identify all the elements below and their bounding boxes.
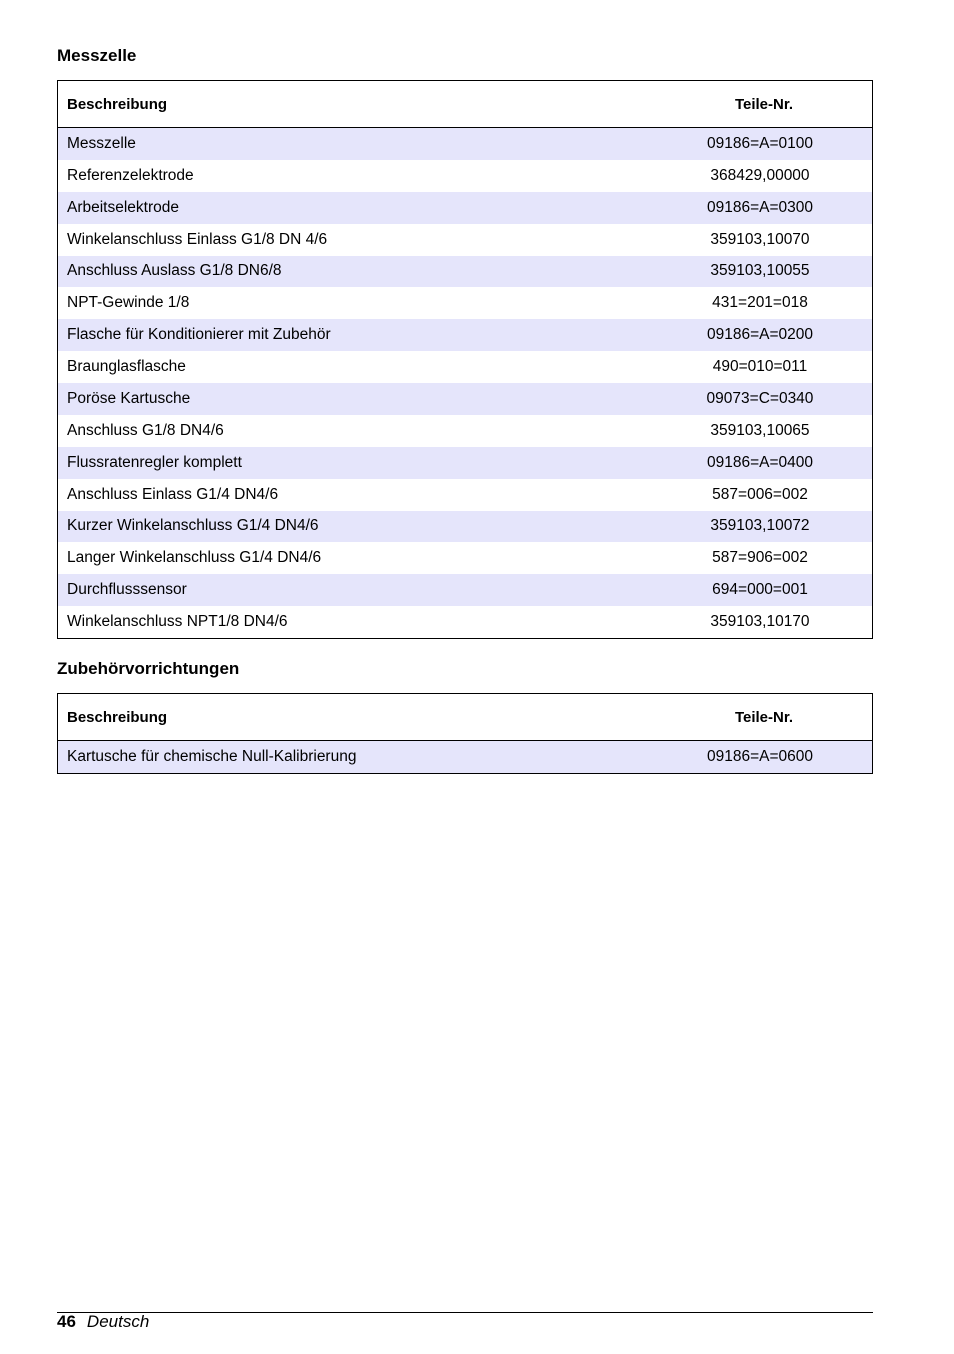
parts-table-messzelle [57, 80, 873, 639]
table-row [58, 447, 872, 479]
cell-part-number: 359103,10072 [710, 517, 810, 535]
column-header-part-no: Teile-Nr. [734, 95, 794, 113]
cell-description: Anschluss Einlass G1/4 DN4/6 [67, 485, 279, 503]
cell-part-number: 490=010=011 [712, 358, 808, 376]
column-header-description: Beschreibung [67, 708, 168, 726]
cell-part-number: 359103,10055 [710, 262, 810, 280]
cell-part-number: 587=006=002 [712, 485, 808, 503]
cell-description: Flussratenregler komplett [67, 453, 242, 471]
cell-part-number: 09186=A=0600 [706, 747, 814, 765]
table-header [58, 81, 872, 128]
cell-part-number: 09073=C=0340 [706, 389, 814, 407]
table-row [58, 128, 872, 160]
table-row [58, 224, 872, 256]
cell-part-number: 587=906=002 [712, 549, 808, 567]
table-body [58, 128, 872, 638]
table-row [58, 542, 872, 574]
table-row [58, 160, 872, 192]
cell-description: Poröse Kartusche [67, 389, 191, 407]
cell-part-number: 694=000=001 [712, 581, 808, 599]
cell-description: Winkelanschluss NPT1/8 DN4/6 [67, 613, 288, 631]
cell-description: Messzelle [67, 134, 136, 152]
table-header [58, 694, 872, 741]
table-row [58, 741, 872, 773]
table-row [58, 415, 872, 447]
cell-part-number: 09186=A=0400 [706, 453, 814, 471]
cell-part-number: 359103,10065 [710, 421, 810, 439]
parts-table-zubehoer [57, 693, 873, 774]
cell-part-number: 368429,00000 [710, 166, 810, 184]
cell-part-number: 359103,10070 [710, 230, 810, 248]
table-row [58, 351, 872, 383]
cell-part-number: 09186=A=0200 [706, 326, 814, 344]
table-row [58, 606, 872, 638]
cell-description: Referenzelektrode [67, 166, 194, 184]
section-title-zubehoervorrichtungen: Zubehörvorrichtungen [57, 659, 240, 678]
cell-description: Braunglasflasche [67, 358, 186, 376]
cell-part-number: 359103,10170 [710, 613, 810, 631]
table-row [58, 574, 872, 606]
column-header-part-no: Teile-Nr. [734, 708, 794, 726]
footer-language: Deutsch [86, 1312, 150, 1331]
footer-divider [57, 1312, 873, 1313]
table-row [58, 479, 872, 511]
cell-description: Kurzer Winkelanschluss G1/4 DN4/6 [67, 517, 319, 535]
column-header-description: Beschreibung [67, 95, 168, 113]
cell-description: Anschluss Auslass G1/8 DN6/8 [67, 262, 282, 280]
cell-description: Langer Winkelanschluss G1/4 DN4/6 [67, 549, 322, 567]
table-row [58, 287, 872, 319]
table-body [58, 741, 872, 773]
table-row [58, 192, 872, 224]
cell-description: Durchflusssensor [67, 581, 187, 599]
cell-description: NPT-Gewinde 1/8 [67, 294, 190, 312]
cell-part-number: 09186=A=0300 [706, 198, 814, 216]
page-footer [57, 1312, 149, 1332]
cell-description: Winkelanschluss Einlass G1/8 DN 4/6 [67, 230, 328, 248]
cell-part-number: 431=201=018 [712, 294, 808, 312]
page-number: 46 [57, 1312, 76, 1331]
table-row [58, 256, 872, 288]
section-title-messzelle: Messzelle [57, 46, 137, 65]
cell-description: Flasche für Konditionierer mit Zubehör [67, 326, 331, 344]
cell-description: Arbeitselektrode [67, 198, 180, 216]
table-row [58, 319, 872, 351]
cell-description: Anschluss G1/8 DN4/6 [67, 421, 224, 439]
cell-part-number: 09186=A=0100 [706, 134, 814, 152]
cell-description: Kartusche für chemische Null-Kalibrierung [67, 747, 357, 765]
table-row [58, 511, 872, 543]
table-row [58, 383, 872, 415]
